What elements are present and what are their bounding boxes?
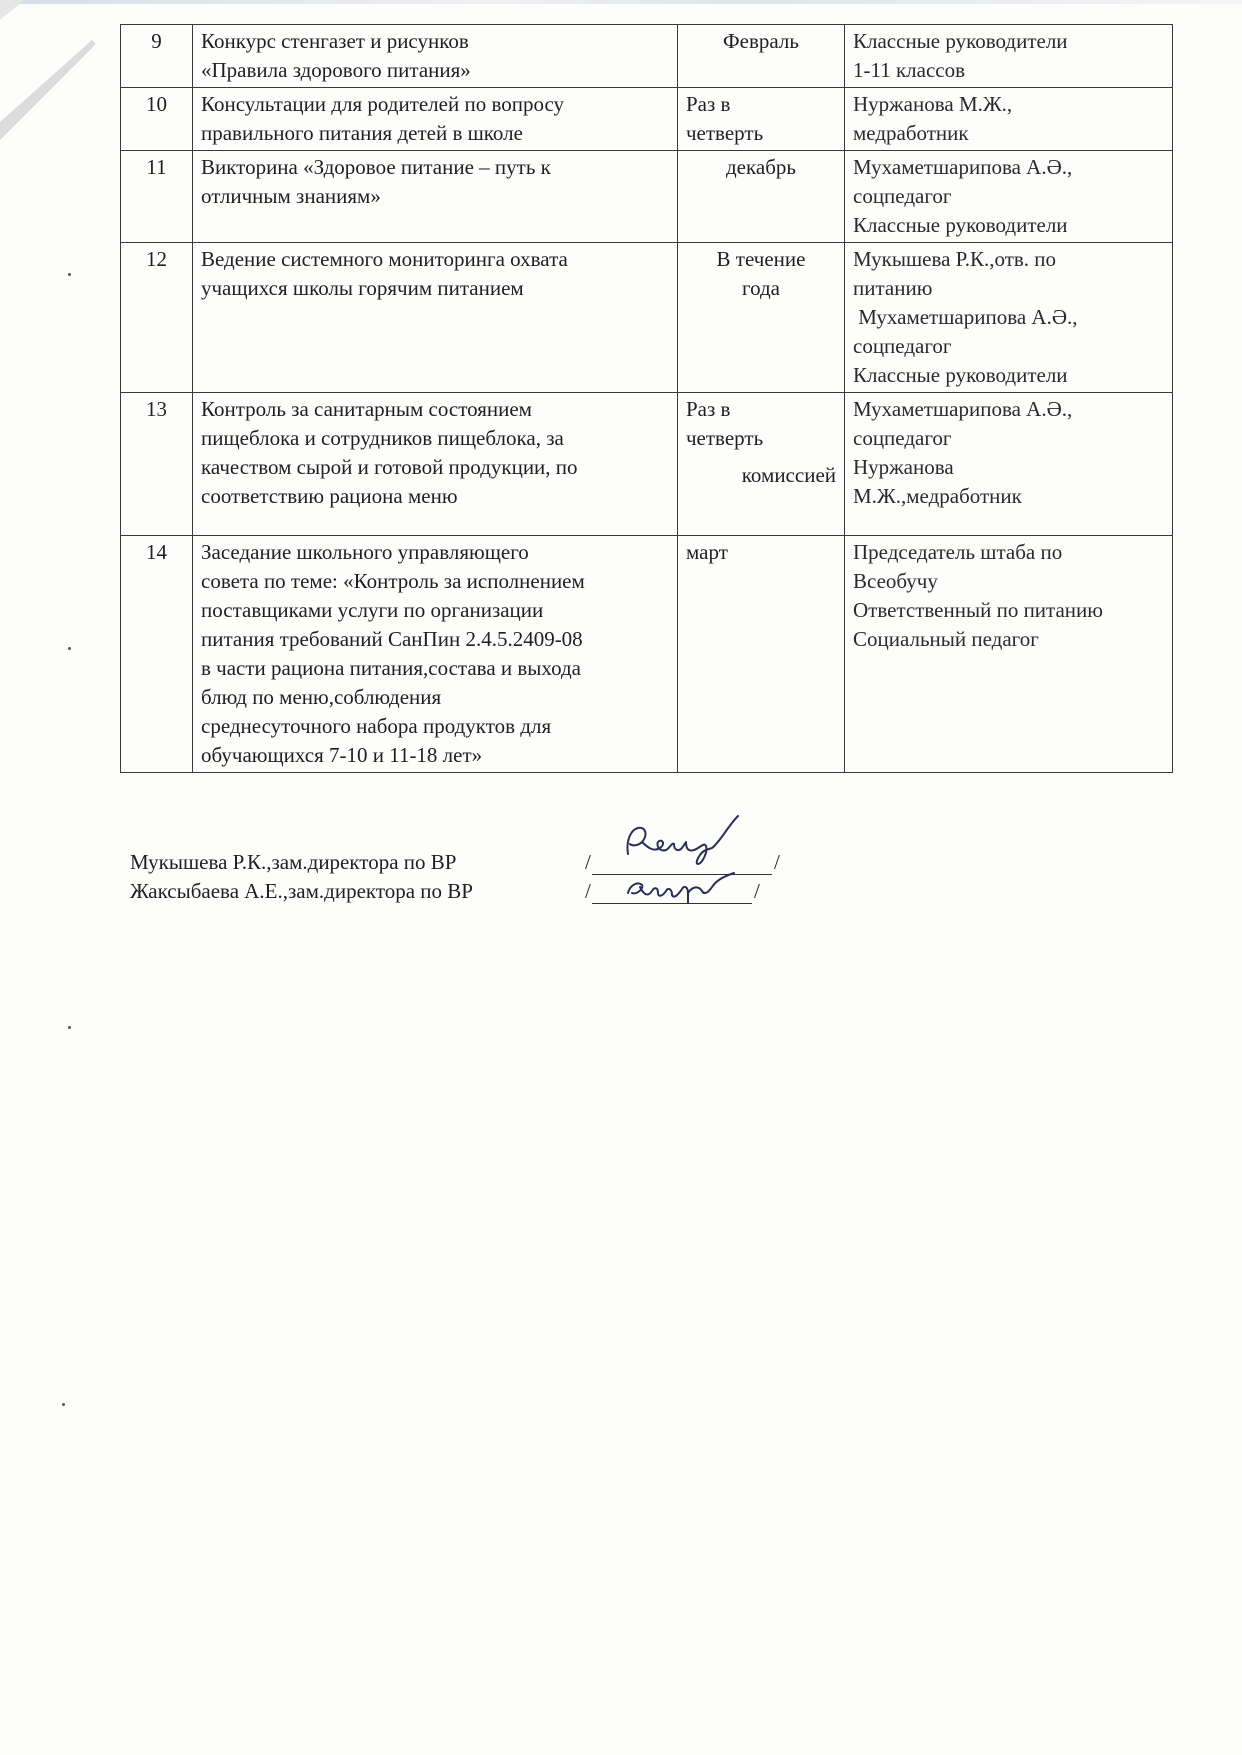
event-line: качеством сырой и готовой продукции, по <box>201 455 578 479</box>
event-line: пищеблока и сотрудников пищеблока, за <box>201 426 564 450</box>
schedule-line: Февраль <box>723 29 799 53</box>
responsible-line: 1-11 классов <box>853 58 966 82</box>
event-line: обучающихся 7-10 и 11-18 лет» <box>201 743 483 767</box>
responsible-line: Мукышева Р.К.,отв. по <box>853 247 1057 271</box>
responsible-cell <box>845 25 1173 88</box>
responsible-line: Нуржанова <box>853 455 954 479</box>
handwritten-signature-2 <box>618 867 748 907</box>
schedule-line: Раз в <box>686 397 731 421</box>
activity-plan-table <box>120 24 1173 773</box>
schedule-line: четверть <box>686 426 764 450</box>
responsible-cell <box>845 393 1173 536</box>
signature-close-slash: / <box>754 879 760 903</box>
signature-open-slash: / <box>585 850 591 874</box>
signature-open-slash: / <box>585 879 591 903</box>
responsible-line: соцпедагог <box>853 426 952 450</box>
scan-fold-artifact <box>0 0 120 140</box>
signatory-name: Жаксыбаева А.Е.,зам.директора по ВР <box>130 879 473 903</box>
event-line: Ведение системного мониторинга охвата <box>201 247 568 271</box>
event-line: учащихся школы горячим питанием <box>201 276 524 300</box>
responsible-line: Всеобучу <box>853 569 938 593</box>
schedule-line: В течение <box>716 247 806 271</box>
signature-row <box>130 877 830 906</box>
event-cell <box>193 393 678 536</box>
schedule-line: Раз в <box>686 92 731 116</box>
responsible-line: Классные руководители <box>853 363 1068 387</box>
responsible-cell <box>845 151 1173 243</box>
responsible-line: М.Ж.,медработник <box>853 484 1022 508</box>
event-line: Конкурс стенгазет и рисунков <box>201 29 469 53</box>
schedule-cell <box>678 243 845 393</box>
scan-speck <box>62 1403 65 1406</box>
responsible-cell <box>845 88 1173 151</box>
row-number: 12 <box>121 243 193 393</box>
responsible-line: Классные руководители <box>853 29 1068 53</box>
table-row <box>121 151 1173 243</box>
event-line: Викторина «Здоровое питание – путь к <box>201 155 551 179</box>
event-cell <box>193 88 678 151</box>
table-row <box>121 393 1173 536</box>
schedule-cell <box>678 536 845 773</box>
event-line: поставщиками услуги по организации <box>201 598 544 622</box>
signature-close-slash: / <box>774 850 780 874</box>
responsible-line: Мухаметшарипова А.Ә., <box>853 305 1078 329</box>
event-line: отличным знаниям» <box>201 184 381 208</box>
event-cell <box>193 151 678 243</box>
schedule-line: комиссией <box>741 463 836 487</box>
signatory-name: Мукышева Р.К.,зам.директора по ВР <box>130 850 457 874</box>
event-line: Заседание школьного управляющего <box>201 540 529 564</box>
schedule-cell <box>678 88 845 151</box>
event-line: среднесуточного набора продуктов для <box>201 714 552 738</box>
responsible-line: соцпедагог <box>853 334 952 358</box>
responsible-line: Социальный педагог <box>853 627 1039 651</box>
responsible-line: питанию <box>853 276 933 300</box>
responsible-line: Ответственный по питанию <box>853 598 1103 622</box>
responsible-cell <box>845 243 1173 393</box>
event-line: блюд по меню,соблюдения <box>201 685 442 709</box>
schedule-cell <box>678 25 845 88</box>
event-cell <box>193 25 678 88</box>
scan-speck <box>68 1026 71 1029</box>
schedule-line: декабрь <box>726 155 796 179</box>
schedule-cell <box>678 151 845 243</box>
responsible-line: Нуржанова М.Ж., <box>853 92 1013 116</box>
event-line: Консультации для родителей по вопросу <box>201 92 565 116</box>
table-row <box>121 88 1173 151</box>
row-number: 11 <box>121 151 193 243</box>
responsible-line: медработник <box>853 121 969 145</box>
event-line: соответствию рациона меню <box>201 484 458 508</box>
event-line: в части рациона питания,состава и выхода <box>201 656 581 680</box>
signature-block <box>130 848 830 906</box>
event-cell <box>193 243 678 393</box>
schedule-line: года <box>742 276 780 300</box>
event-line: «Правила здорового питания» <box>201 58 471 82</box>
row-number: 9 <box>121 25 193 88</box>
schedule-line: март <box>686 540 728 564</box>
scan-edge-artifact <box>0 0 1242 4</box>
row-number: 10 <box>121 88 193 151</box>
event-cell <box>193 536 678 773</box>
responsible-line: Мухаметшарипова А.Ә., <box>853 155 1073 179</box>
event-line: правильного питания детей в школе <box>201 121 523 145</box>
event-line: совета по теме: «Контроль за исполнением <box>201 569 585 593</box>
table-row <box>121 243 1173 393</box>
responsible-cell <box>845 536 1173 773</box>
table-row <box>121 25 1173 88</box>
handwritten-signature-1 <box>608 812 768 872</box>
responsible-line: Председатель штаба по <box>853 540 1063 564</box>
scan-speck <box>68 647 71 650</box>
row-number: 14 <box>121 536 193 773</box>
schedule-cell <box>678 393 845 536</box>
responsible-line: Мухаметшарипова А.Ә., <box>853 397 1073 421</box>
scan-speck <box>68 273 71 276</box>
responsible-line: соцпедагог <box>853 184 952 208</box>
event-line: Контроль за санитарным состоянием <box>201 397 532 421</box>
schedule-line: четверть <box>686 121 764 145</box>
row-number: 13 <box>121 393 193 536</box>
event-line: питания требований СанПин 2.4.5.2409-08 <box>201 627 583 651</box>
table-row <box>121 536 1173 773</box>
responsible-line: Классные руководители <box>853 213 1068 237</box>
